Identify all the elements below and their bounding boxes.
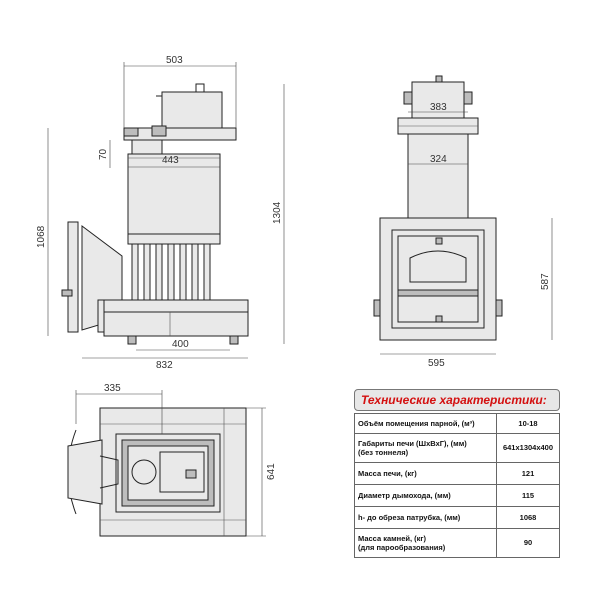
table-row [355,434,560,463]
door-top-plate [68,440,102,504]
dim-641: 641 [266,463,277,480]
spec-label: Габариты печи (ШхВхГ), (мм) (без тоннеля) [355,434,497,463]
cage-bars [132,244,210,300]
dim-383: 383 [430,102,447,113]
dim-1068: 1068 [36,225,47,248]
tank-lid [160,452,204,492]
side-view [36,55,284,371]
spec-label: Объём помещения парной, (м³) [355,414,497,434]
spec-label: Масса камней, (кг) (для парообразования) [355,529,497,558]
table-row [355,414,560,434]
dim-324: 324 [430,154,447,165]
spec-label: Диаметр дымохода, (мм) [355,485,497,507]
spec-label: Масса печи, (кг) [355,463,497,485]
spec-value: 115 [497,485,560,507]
table-row [355,529,560,558]
spec-value: 90 [497,529,560,558]
dim-1304: 1304 [272,201,283,224]
stove-body [128,154,220,234]
front-body [408,134,468,218]
table-row [355,485,560,507]
dim-832: 832 [156,360,173,371]
base-top [104,300,248,312]
door-panel [68,222,78,332]
front-view [374,76,552,369]
tank-handle [196,84,204,92]
spec-table-panel [354,389,560,558]
top-rim [124,128,236,140]
dim-70: 70 [98,148,109,160]
spec-value: 1068 [497,507,560,529]
base-plinth [104,312,248,336]
chimney-opening [132,460,156,484]
spec-table [354,413,560,558]
dim-503: 503 [166,55,183,66]
spec-title: Технические характеристики: [354,389,560,411]
top-view [68,383,277,536]
spec-value: 641х1304х400 [497,434,560,463]
dim-443: 443 [162,155,179,166]
dim-587: 587 [540,273,551,290]
spec-label: h- до обреза патрубка, (мм) [355,507,497,529]
flue-outlet [132,140,162,154]
dim-335: 335 [104,383,121,394]
dim-595: 595 [428,358,445,369]
door-handle-bar [398,290,478,296]
spec-value: 121 [497,463,560,485]
table-row [355,507,560,529]
table-row [355,463,560,485]
dim-400: 400 [172,339,189,350]
spec-value: 10-18 [497,414,560,434]
